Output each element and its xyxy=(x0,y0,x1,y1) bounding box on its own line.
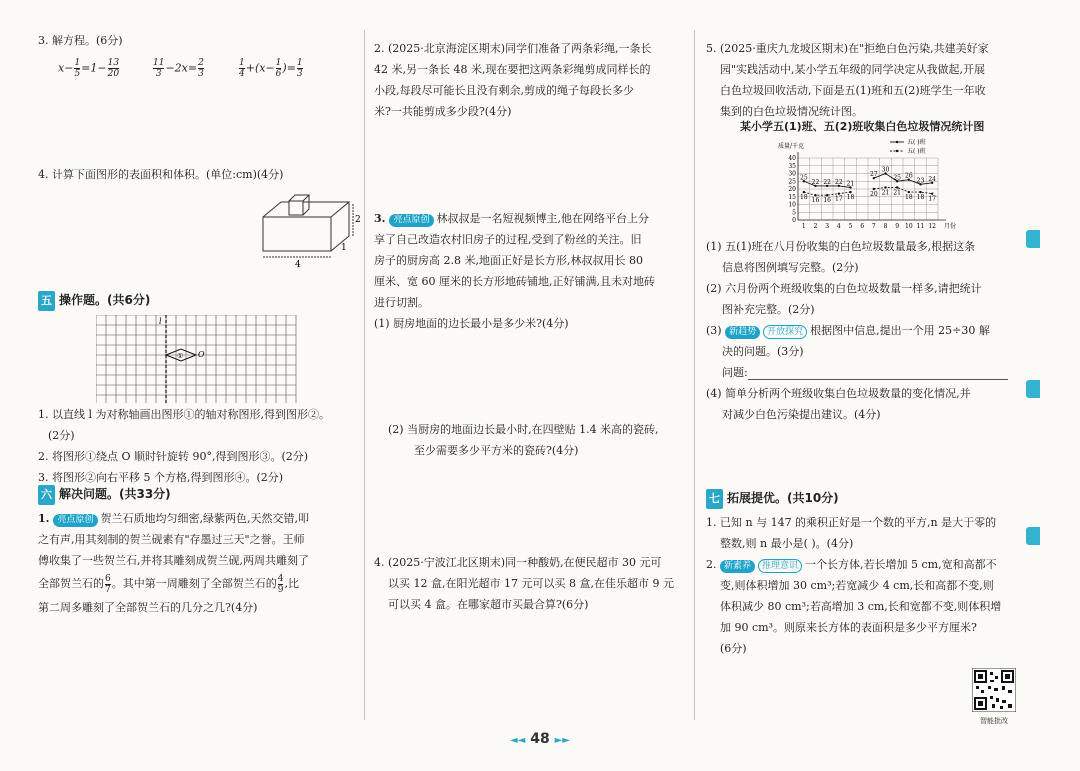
problem-2 xyxy=(374,38,652,122)
data-label: 16 xyxy=(823,197,831,205)
side-tab[interactable] xyxy=(1026,380,1040,398)
y-axis-title: 质量/千克 xyxy=(778,143,805,150)
q2-line: 42 米,另一条长 48 米,现在要把这两条彩绳剪成同样长的 xyxy=(374,63,651,76)
problem-5-subquestions xyxy=(706,236,1008,425)
q5-line: 白色垃圾回收活动,下面是五(1)班和五(2)班学生一年收 xyxy=(720,84,986,97)
data-label: 22 xyxy=(811,178,820,186)
point-label: O xyxy=(198,350,205,359)
section-title: 拓展提优。(共10分) xyxy=(727,491,839,505)
q3-line: 进行切割。 xyxy=(374,296,429,309)
q5-sub2: (2) 六月份两个班级收集的白色垃圾数量一样多,请把统计 xyxy=(706,282,982,295)
cuboid-width: 1 xyxy=(341,243,347,253)
original-tag: 亮点原创 xyxy=(53,514,97,527)
y-tick-label: 35 xyxy=(788,162,796,170)
drawing-grid xyxy=(96,315,301,403)
x-tick-label: 2 xyxy=(813,223,818,230)
line-chart xyxy=(778,136,968,230)
qr-caption: 智能批改 xyxy=(980,717,1008,725)
x-tick-label: 5 xyxy=(848,223,853,230)
reasoning-tag: 推理意识 xyxy=(758,559,802,573)
x-tick-label: 1 xyxy=(801,223,806,230)
ext2-line: 体积减少 80 cm³;若高增加 3 cm,长和宽都不变,则体积增 xyxy=(720,600,1002,613)
q1-line: 贺兰石质地均匀细密,绿紫两色,天然交错,叩 xyxy=(100,512,309,525)
section-5-header xyxy=(38,290,150,311)
q5-question-label: 问题: xyxy=(722,362,1008,383)
problem-3: 3. 亮点原创 林叔叔是一名短视频博主,他在网络平台上分 享了自己改造农村旧房子的过程,受到了粉丝的关注。旧 房子的厨房高 2.8 米,地面正好是长方形,林叔叔用长 80 厘米、宽 60 厘米的长方形地砖铺地,正好铺满,且未对地砖 进行切割。 (1) 厨房地面的边长最小是多少米?(4分) xyxy=(374,208,655,334)
trend-tag: 新趋势 xyxy=(725,326,760,339)
equation-3: $\frac{1}{4}$ +(x− $\frac{1}{6}$ )= $\frac{1}{3}$ xyxy=(239,58,303,79)
data-label: 17 xyxy=(928,195,936,203)
section-7-header xyxy=(706,488,839,509)
q5-sub3: 决的问题。(3分) xyxy=(722,345,804,358)
data-point xyxy=(908,191,910,193)
next-arrow-icon: ►► xyxy=(554,735,570,746)
q1-line-fractions: 全部贺兰石的 $\frac{6}{7}$ 。其中第一周雕刻了全部贺兰石的 $\frac{4}{9}$ ,比 xyxy=(38,573,299,595)
q5-line: 园"实践活动中,某小学五年级的同学决定从我做起,开展 xyxy=(720,63,986,76)
q5-sub1: 信息将图例填写完整。(2分) xyxy=(722,261,859,274)
ext1-line: 1. 已知 n 与 147 的乘积正好是一个数的平方,n 是大于零的 xyxy=(706,516,997,529)
legend-label: 五( )班 xyxy=(907,148,926,155)
operations-list xyxy=(38,404,330,488)
q3-sub1: (1) 厨房地面的边长最小是多少米?(4分) xyxy=(374,317,569,330)
q5-sub1: (1) 五(1)班在八月份收集的白色垃圾数量最多,根据这条 xyxy=(706,240,976,253)
section-badge: 七 xyxy=(706,489,723,509)
q5-sub4: 对减少白色污染提出建议。(4分) xyxy=(722,408,881,421)
x-tick-label: 7 xyxy=(871,223,876,230)
ext2-line: (6分) xyxy=(720,642,747,655)
explore-tag: 开放探究 xyxy=(763,325,807,339)
qr-block[interactable] xyxy=(972,668,1016,726)
ext2-line: 加 90 cm³。则原来长方体的表面积是多少平方厘米? xyxy=(720,621,977,634)
y-tick-label: 5 xyxy=(792,209,796,217)
qr-code-icon[interactable] xyxy=(972,668,1016,712)
problem-5 xyxy=(706,38,989,122)
column-divider xyxy=(694,30,695,720)
legend-marker xyxy=(896,150,898,152)
data-label: 25 xyxy=(893,174,901,182)
ext2-line: 2. 新素养 推理意识 一个长方体,若长增加 5 cm,宽和高都不 xyxy=(706,558,997,571)
x-tick-label: 12 xyxy=(928,223,936,230)
answer-line xyxy=(748,367,1008,380)
section-badge: 五 xyxy=(38,291,55,311)
y-tick-label: 15 xyxy=(788,193,796,201)
y-tick-label: 40 xyxy=(788,155,796,162)
data-point xyxy=(919,191,921,193)
x-axis-title: 月份 xyxy=(944,223,957,230)
data-label: 25 xyxy=(800,174,808,182)
data-point xyxy=(803,191,805,193)
problem-4 xyxy=(374,552,674,615)
legend-marker xyxy=(896,141,898,143)
data-label: 18 xyxy=(846,194,855,202)
x-tick-label: 6 xyxy=(860,223,865,230)
data-point xyxy=(838,192,840,194)
y-tick-label: 10 xyxy=(788,201,796,209)
problem-3-part2 xyxy=(388,419,659,461)
extension-problems xyxy=(706,512,1001,659)
ext1-line: 整数,则 n 最小是( )。(4分) xyxy=(720,537,854,550)
q5-sub4: (4) 简单分析两个班级收集白色垃圾数量的变化情况,并 xyxy=(706,387,971,400)
x-tick-label: 9 xyxy=(895,223,900,230)
cuboid-height: 2 xyxy=(355,215,361,225)
data-label: 17 xyxy=(835,195,843,203)
side-tab[interactable] xyxy=(1026,527,1040,545)
q3-title: 3. 解方程。(6分) xyxy=(38,34,123,47)
data-point xyxy=(896,186,898,188)
q5-line: 5. (2025·重庆九龙坡区期末)在"拒绝白色污染,共建美好家 xyxy=(706,42,989,55)
data-label: 18 xyxy=(800,194,808,202)
equation-2: $\frac{11}{3}$ −2x= $\frac{2}{3}$ xyxy=(153,58,204,79)
page-number-bar xyxy=(0,731,1080,747)
q5-sub3: (3) 新趋势 开放探究 根据图中信息,提出一个用 25÷30 解 xyxy=(706,324,990,337)
data-label: 21 xyxy=(881,189,890,197)
original-tag: 亮点原创 xyxy=(389,214,433,227)
q4-title: 4. 计算下面图形的表面积和体积。(单位:cm)(4分) xyxy=(38,168,284,181)
q2-line: 米?一共能剪成多少段?(4分) xyxy=(374,105,512,118)
section-badge: 六 xyxy=(38,485,55,505)
data-label: 23 xyxy=(916,177,925,185)
q4-line: 4. (2025·宁波江北区期末)同一种酸奶,在便民超市 30 元可 xyxy=(374,556,662,569)
legend-label: 五( )班 xyxy=(907,139,926,146)
left-column xyxy=(38,30,358,51)
q3-line: 房子的厨房高 2.8 米,地面正好是长方形,林叔叔用长 80 xyxy=(374,254,643,267)
data-point xyxy=(849,191,851,193)
y-tick-label: 20 xyxy=(788,186,796,193)
side-tab[interactable] xyxy=(1026,230,1040,248)
x-tick-label: 11 xyxy=(916,223,925,230)
page-number: 48 xyxy=(530,731,550,747)
ext2-line: 变,则体积增加 30 cm³;若宽减少 4 cm,长和高都不变,则 xyxy=(720,579,994,592)
data-label: 21 xyxy=(893,189,901,197)
figure-label: ① xyxy=(177,352,184,360)
q5-sub2: 图补充完整。(2分) xyxy=(722,303,815,316)
q5-line: 集到的白色垃圾情况统计图。 xyxy=(720,105,863,118)
y-tick-label: 25 xyxy=(788,178,796,186)
data-label: 26 xyxy=(905,172,913,180)
y-tick-label: 0 xyxy=(792,217,796,224)
section-6-header xyxy=(38,484,171,505)
q4-line: 可以买 4 盒。在哪家超市买最合算?(6分) xyxy=(388,598,589,611)
axis-label: l xyxy=(159,317,162,326)
x-tick-label: 4 xyxy=(836,223,841,230)
q2-line: 小段,每段尽可能长且没有剩余,剪成的绳子每段长多少 xyxy=(374,84,634,97)
y-tick-label: 30 xyxy=(788,170,796,178)
x-tick-label: 3 xyxy=(825,223,830,230)
op-1-score: (2分) xyxy=(48,429,75,442)
op-2: 2. 将图形①绕点 O 顺时针旋转 90°,得到图形③。(2分) xyxy=(38,450,309,463)
op-3: 3. 将图形②向右平移 5 个方格,得到图形④。(2分) xyxy=(38,471,284,484)
cuboid-figure xyxy=(255,192,365,270)
data-label: 18 xyxy=(905,194,913,202)
q3-line: 厘米、宽 60 厘米的长方形地砖铺地,正好铺满,且未对地砖 xyxy=(374,275,655,288)
q2-line: 2. (2025·北京海淀区期末)同学们准备了两条彩绳,一条长 xyxy=(374,42,652,55)
data-label: 16 xyxy=(811,197,820,205)
x-tick-label: 8 xyxy=(883,223,888,230)
chart-title: 某小学五(1)班、五(2)班收集白色垃圾情况统计图 xyxy=(740,120,985,133)
section-title: 操作题。(共6分) xyxy=(59,293,151,307)
q3-line: 享了自己改造农村旧房子的过程,受到了粉丝的关注。旧 xyxy=(374,233,642,246)
data-point xyxy=(814,194,816,196)
q3-sub2: 至少需要多少平方米的瓷砖?(4分) xyxy=(414,444,579,457)
data-label: 18 xyxy=(916,194,925,202)
x-tick-label: 10 xyxy=(905,223,913,230)
q1-line: 第二周多雕刻了全部贺兰石的几分之几?(4分) xyxy=(38,601,258,614)
problem-1: 1. 亮点原创 贺兰石质地均匀细密,绿紫两色,天然交错,叩 之有声,用其刻制的贺兰砚素有"存墨过三天"之誉。王师 傅收集了一些贺兰石,并将其雕刻成贺兰砚,两周共雕刻了 全部贺兰石的 $\frac{6}{7}$ 。其中第一周雕刻了全部贺兰石的 $\frac{4}{9}$ ,比 第二周多雕刻了全部贺兰石的几分之几?(4分) xyxy=(38,508,358,618)
op-1: 1. 以直线 l 为对称轴画出图形①的轴对称图形,得到图形②。 xyxy=(38,408,330,421)
data-point xyxy=(873,188,875,190)
data-label: 30 xyxy=(881,166,890,174)
column-divider xyxy=(364,30,365,720)
q1-line: 之有声,用其刻制的贺兰砚素有"存墨过三天"之誉。王师 xyxy=(38,533,305,546)
prev-arrow-icon: ◄◄ xyxy=(509,735,526,746)
data-label: 27 xyxy=(870,171,878,179)
data-label: 24 xyxy=(928,175,936,183)
data-label: 21 xyxy=(846,180,855,188)
data-label: 22 xyxy=(823,178,831,186)
q4-line: 以买 12 盒,在阳光超市 17 元可以买 8 盒,在佳乐超市 9 元 xyxy=(388,577,674,590)
q3-sub2: (2) 当厨房的地面边长最小时,在四壁贴 1.4 米高的瓷砖, xyxy=(388,423,659,436)
cuboid-length: 4 xyxy=(295,260,301,270)
data-point xyxy=(931,192,933,194)
data-label: 22 xyxy=(835,178,843,186)
q1-line: 傅收集了一些贺兰石,并将其雕刻成贺兰砚,两周共雕刻了 xyxy=(38,554,309,567)
literacy-tag: 新素养 xyxy=(720,560,755,573)
data-point xyxy=(826,194,828,196)
section-title: 解决问题。(共33分) xyxy=(59,487,171,501)
data-point xyxy=(884,186,886,188)
data-label: 20 xyxy=(870,191,878,198)
equation-1: x− $\frac{1}{5}$ =1− $\frac{13}{20}$ xyxy=(58,58,120,79)
